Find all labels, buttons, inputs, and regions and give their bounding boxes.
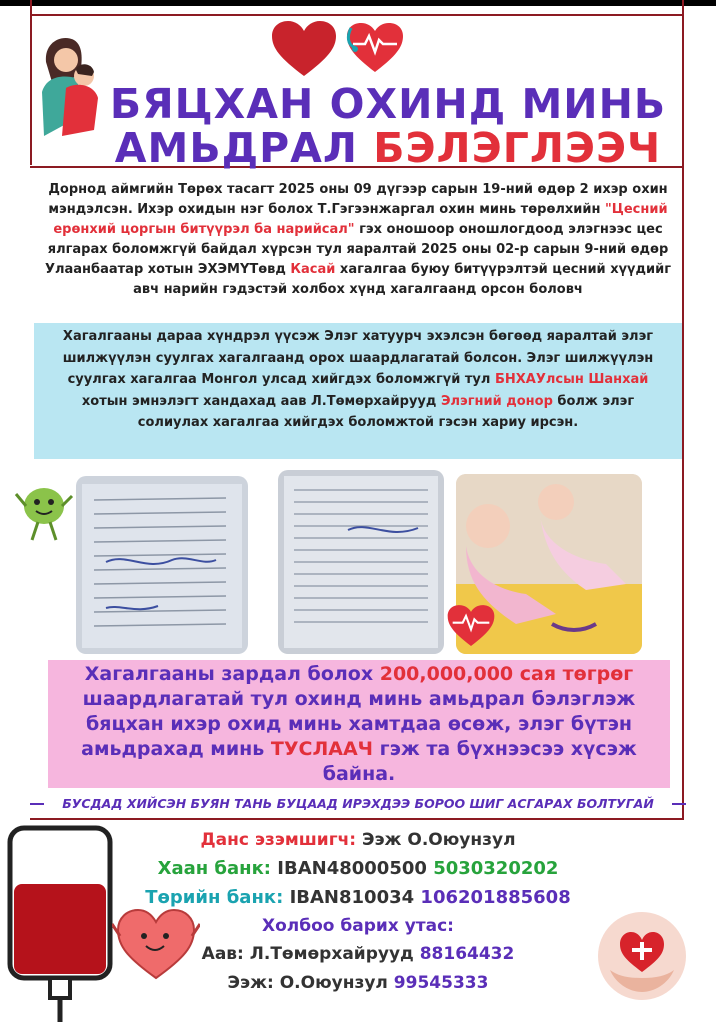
state-bank-account: 106201885608	[420, 887, 571, 908]
khan-bank-account: 5030320202	[433, 858, 559, 879]
phone-heading-line	[0, 916, 716, 936]
main-title-line1: БЯЦХАН ОХИНД МИНЬ	[109, 80, 667, 128]
state-bank-line	[0, 887, 716, 908]
frame-line-bottom	[30, 818, 684, 820]
state-bank-iban: IBAN810034	[289, 887, 415, 908]
account-holder-name: Ээж О.Оюунзул	[362, 830, 516, 850]
medical-document-photo-1	[76, 476, 248, 654]
donor-text: Элэгний донор	[440, 393, 553, 409]
father-label: Аав: Л.Төмөрхайрууд	[201, 944, 414, 964]
medical-document-photo-2	[278, 470, 444, 654]
appeal-text: шаардлагатай тул охинд минь амьдрал бэлэглэж бяцхан ихэр охид минь хамтдаа өсөж, элэг бүтэн амьдрахад минь	[81, 688, 636, 760]
mother-phone: 99545333	[393, 973, 489, 993]
khan-bank-label: Хаан банк:	[157, 858, 272, 879]
mother-contact-line	[0, 973, 716, 993]
frame-line-left	[30, 0, 32, 165]
frame-line-top	[30, 14, 684, 16]
story-text: Дорнод аймгийн Төрөх тасагт 2025 оны 09 дүгээр сарын 19-ний өдөр 2 ихэр охин мэндэлсэн. Ихэр охидын нэг болох Т.Гэгээнжаргал охин минь төрөлхийн	[48, 182, 668, 217]
father-phone: 88164432	[419, 944, 515, 964]
main-title-line2	[60, 124, 716, 172]
khan-bank-line	[0, 858, 716, 879]
main-title-word-life: АМЬДРАЛ	[114, 124, 358, 172]
story-text: хотын эмнэлэгт хандахад аав Л.Төмөрхайрууд	[81, 393, 441, 409]
heart-stethoscope-icon	[345, 22, 405, 74]
amount-text: 200,000,000 сая төгрөг	[379, 663, 634, 685]
diagnosis-text: "Цесний ерөнхий цоргын битүүрэл ба нарийсал"	[53, 202, 668, 237]
top-black-bar	[0, 0, 716, 6]
story-paragraph-2	[52, 326, 664, 434]
story-text: болж элэг солиулах хагалгаа хийгдэх боломжтой гэсэн хариу ирсэн.	[137, 393, 635, 430]
phone-heading: Холбоо барих утас:	[262, 916, 454, 936]
mother-label: Ээж: О.Оюунзул	[227, 973, 388, 993]
slogan-text: БУСДАД ХИЙСЭН БУЯН ТАНЬ БУЦААД ИРЭХДЭЭ БОРОО ШИГ АСГАРАХ БОЛТУГАЙ	[62, 796, 654, 811]
slogan-dash-right	[672, 803, 686, 805]
liver-character-icon	[14, 478, 74, 542]
story-text: Хагалгааны дараа хүндрэл үүсэж Элэг хатуурч эхэлсэн бөгөөд яаралтай элэг шилжүүлэн суулгах хагалгаанд орох шаардлагатай болсон. Элэг шилжүүлэн суулгах хагалгаа Монгол улсад хийгдэх боломжгүй тул	[62, 329, 654, 387]
kasai-text: Касай	[290, 262, 336, 277]
main-title-word-gift: БЭЛЭГЛЭЭЧ	[373, 124, 662, 172]
appeal-paragraph	[55, 662, 663, 787]
state-bank-label: Төрийн банк:	[145, 887, 284, 908]
account-holder-label: Данс эзэмшигч:	[200, 830, 357, 850]
appeal-text: гэж та бүхнээсээ хүсэж байна.	[322, 738, 637, 785]
hospital-text: БНХАУлсын Шанхай	[494, 372, 649, 387]
heart-icon	[270, 20, 338, 78]
story-text: гэх оношоор оношлогдоод элэгнээс цес ялгарах боломжгүй байдал хүрсэн тул яаралтай 2025 оны 02-р сарын 9-ний өдөр Улаанбаатар хотын ЭХЭМҮТөвд	[44, 222, 669, 277]
father-contact-line	[0, 944, 716, 964]
khan-bank-iban: IBAN48000500	[277, 858, 427, 879]
appeal-text: Хагалгааны зардал болох	[84, 663, 380, 685]
story-text: хагалгаа буюу битүүрэлтэй цесний хүүдийг авч нарийн гэдэстэй холбох хүнд хагалгаанд орсон боловч	[133, 262, 672, 297]
heart-stethoscope-icon	[446, 604, 496, 648]
help-text: ТУСЛААЧ	[270, 738, 374, 760]
account-holder-line	[0, 830, 716, 850]
story-paragraph-1	[40, 180, 676, 300]
